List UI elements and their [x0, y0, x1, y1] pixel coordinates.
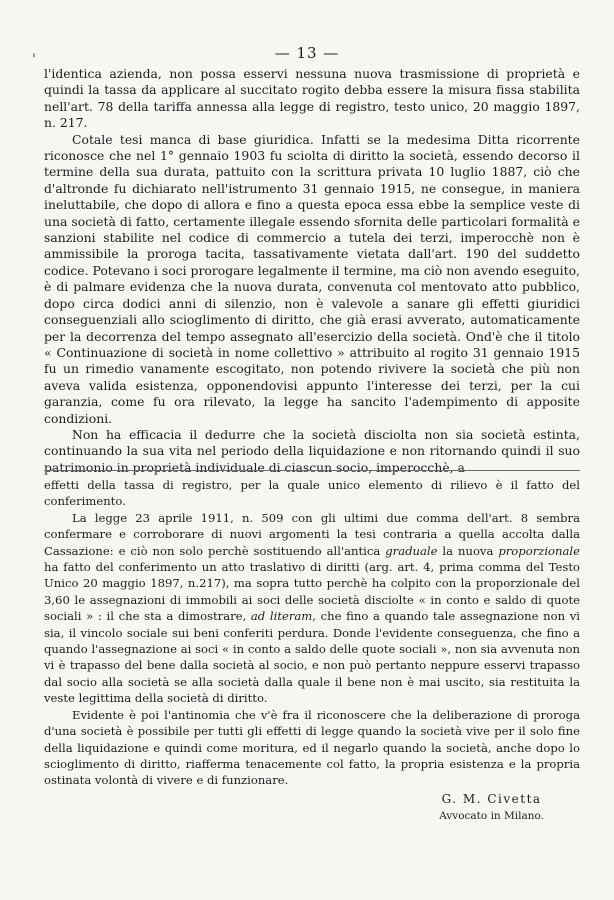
paragraph-thesis: Cotale tesi manca di base giuridica. Infatti se la medesima Ditta ricorrente riconosce che nel 1° gennaio 1903 fu sciolta di diritto la società, essendo decorso il termine della sua durata, pattuito con la scrittura privata 10 luglio 1887, ciò che d'altronde fu dichiarato nell'istrumento 31 gennaio 1915, ne consegue, in maniera ineluttabile, che dopo di allora e fino a questa epoca essa ebbe la semplice veste di una società di fatto, certamente illegale essendo sfornita delle particolari formalità e sanzioni stabilite nel codice di commercio a tutela dei terzi, imperocchè non è ammissibile la proroga tacita, tassativamente vietata dall'art. 190 del suddetto codice. Potevano i soci prorogare legalmente il termine, ma ciò non avendo eseguito, è di palmare evidenza che la nuova durata, convenuta col mentovato atto pubblico, dopo circa dodici anni di silenzio, non è valevole a sanare gli effetti giuridici conseguenziali allo scioglimento di diritto, che già erasi avverato, automaticamente per la decorrenza del tempo assegnato all'esercizio della società. Ond'è che il titolo « Continuazione di società in nome collettivo » attribuito al rogito 31 gennaio 1915 fu un rimedio vanamente escogitato, non potendo rivivere la società che più non aveva valida esistenza, opponendovisi appunto l'interesse dei terzi, per la cui garanzia, come fu ora rilevato, la legge ha sancito l'adempimento di apposite condizioni.: [44, 131, 580, 426]
note-paragraph-2: [44, 510, 580, 707]
note-text: , che fino a quando tale assegnazione non vi sia, il vincolo sociale sui beni conferiti perdura. Donde l'evidente conseguenza, che fino a quando l'assegnazione ai soci « in conto a saldo delle quote sociali », non sia avvenuta non vi è trapasso del bene dalla società al socio, e non può pertanto neppure esservi trapasso dal socio alla società se alla società dalla quale il bene non è mai uscito, sia restituita la veste legittima della società di diritto.: [44, 609, 580, 706]
author-name: G. M. Civetta: [441, 792, 542, 806]
note-emphasis-graduale: graduale: [385, 543, 438, 558]
note-text: La legge 23 aprile 1911, n. 509 con gli ultimi due comma dell'art. 8 sembra confermare e corroborare di nuovi argomenti la tesi contraria a quella accolta dalla Cassazione: e ciò non solo perchè sostituendo all'antica: [44, 510, 580, 558]
note-text: ha fatto del conferimento un atto traslativo di diritti (arg. art. 4, prima comma del Testo Unico 20 maggio 1897, n.217), ma sopra tutto perchè ha colpito con la proporzionale del 3,60 le assegnazioni di immobili ai soci delle società disciolte « in conto e saldo di quote sociali » : il che sta a dimostrare,: [44, 560, 580, 624]
footnote-text: [44, 477, 580, 789]
note-emphasis-ad-literam: ad literam: [250, 609, 313, 624]
note-emphasis-proporzionale: proporzionale: [498, 543, 580, 558]
author-title: Avvocato in Milano.: [439, 810, 544, 822]
note-paragraph-1: effetti della tassa di registro, per la quale unico elemento di rilievo è il fatto del conferimento.: [44, 478, 580, 509]
note-text: la nuova: [437, 543, 499, 558]
main-text: [44, 66, 580, 476]
footnote-divider: [44, 470, 580, 471]
paragraph-efficacy: Non ha efficacia il dedurre che la società disciolta non sia società estinta, continuando la sua vita nel periodo della liquidazione e non ritornando quindi il suo patrimonio in proprietà individuale di ciascun socio, imperocchè, a: [44, 426, 580, 475]
signature-block: [439, 792, 544, 822]
paragraph-continuation: l'identica azienda, non possa esservi nessuna nuova trasmissione di proprietà e quindi la tassa da applicare al succitato rogito debba essere la misura fissa stabilita nell'art. 78 della tariffa annessa alla legge di registro, testo unico, 20 maggio 1897, n. 217.: [44, 66, 580, 131]
page-number: — 13 —: [274, 44, 340, 62]
margin-mark: ': [32, 52, 36, 68]
note-paragraph-3: Evidente è poi l'antinomia che v'è fra il riconoscere che la deliberazione di proroga d'una società è possibile per tutti gli effetti di legge quando la società vive per il solo fine della liquidazione e quindi come moritura, ed il negarlo quando la società, anche dopo lo scioglimento di diritto, riafferma tenacemente col fatto, la propria esistenza e la propria ostinata volontà di vivere e di funzionare.: [44, 707, 580, 788]
